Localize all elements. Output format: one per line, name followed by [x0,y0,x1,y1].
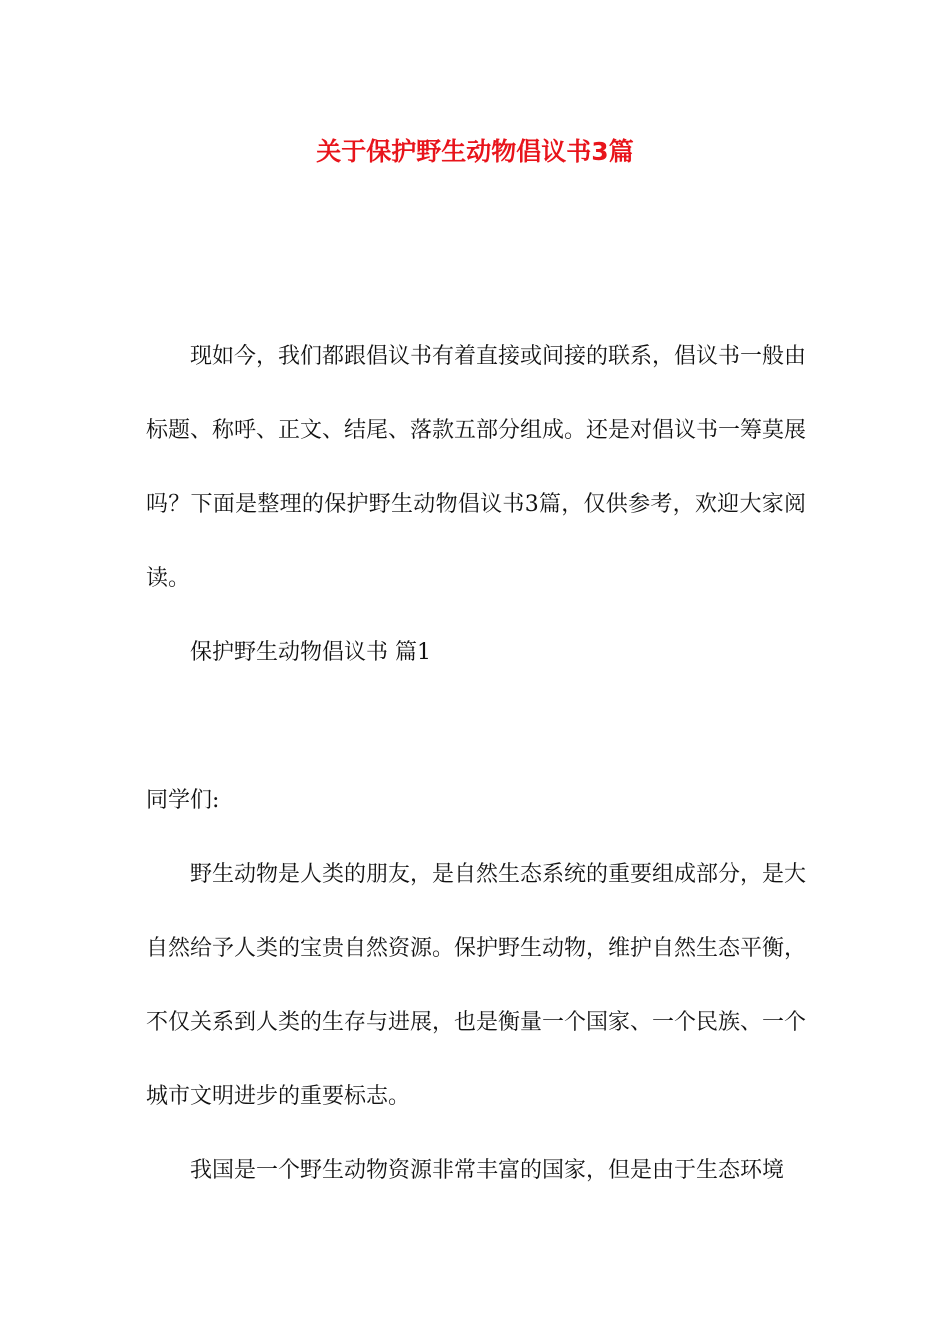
blank-line [146,690,806,764]
document-body [146,320,806,1208]
section-heading: 保护野生动物倡议书 篇1 [190,640,431,665]
document-title: 关于保护野生动物倡议书3篇 [316,137,634,166]
body-paragraph-2: 我国是一个野生动物资源非常丰富的国家，但是由于生态环境 [190,1158,785,1183]
intro-paragraph: 现如今，我们都跟倡议书有着直接或间接的联系，倡议书一般由标题、称呼、正文、结尾、落款五部分组成。还是对倡议书一筹莫展吗？下面是整理的保护野生动物倡议书3篇，仅供参考，欢迎大家阅读。 [146,344,807,591]
body-paragraph-1: 野生动物是人类的朋友，是自然生态系统的重要组成部分，是大自然给予人类的宝贵自然资源。保护野生动物，维护自然生态平衡，不仅关系到人类的生存与进展，也是衡量一个国家、一个民族、一个城市文明进步的重要标志。 [146,862,807,1109]
salutation: 同学们: [146,788,220,813]
